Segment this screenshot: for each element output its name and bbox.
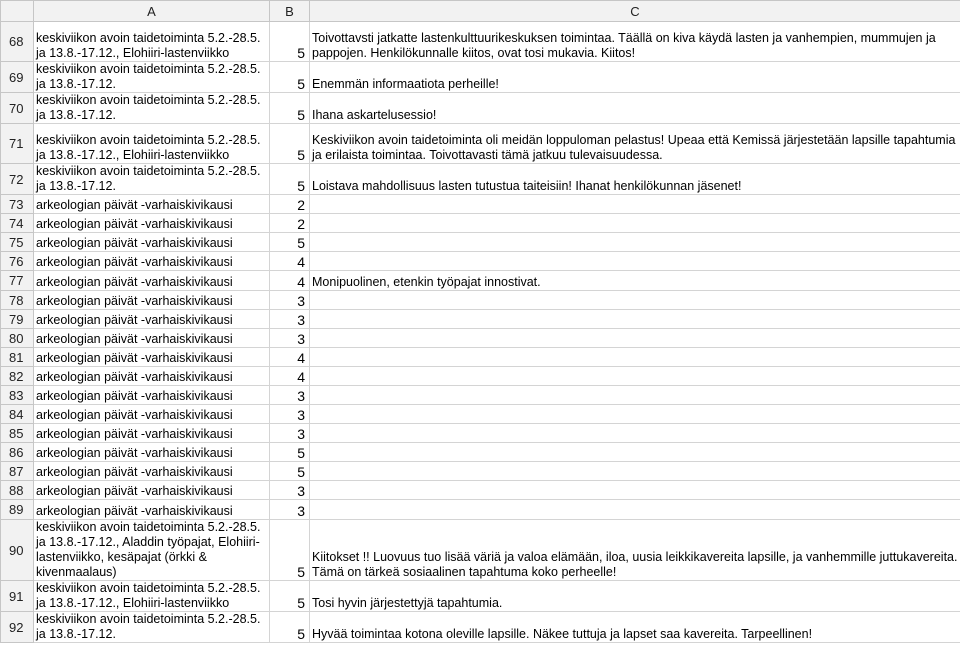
- select-all-corner[interactable]: [1, 1, 34, 22]
- cell-a[interactable]: keskiviikon avoin taidetoiminta 5.2.-28.5. ja 13.8.-17.12., Elohiiri-lastenviikko: [34, 124, 270, 164]
- table-row: [1, 348, 960, 367]
- table-row: [1, 329, 960, 348]
- cell-a[interactable]: arkeologian päivät -varhaiskivikausi: [34, 443, 270, 462]
- table-row: [1, 367, 960, 386]
- table-row: [1, 481, 960, 500]
- cell-b[interactable]: 5: [270, 164, 310, 195]
- cell-c[interactable]: [310, 233, 960, 252]
- cell-c[interactable]: [310, 462, 960, 481]
- table-row: [1, 443, 960, 462]
- cell-b[interactable]: 5: [270, 124, 310, 164]
- cell-b[interactable]: 5: [270, 233, 310, 252]
- row-header[interactable]: 82: [1, 367, 34, 386]
- cell-c[interactable]: [310, 386, 960, 405]
- cell-a[interactable]: arkeologian päivät -varhaiskivikausi: [34, 195, 270, 214]
- cell-c[interactable]: [310, 195, 960, 214]
- row-header[interactable]: 75: [1, 233, 34, 252]
- column-header-b[interactable]: B: [270, 1, 310, 22]
- cell-b[interactable]: 3: [270, 310, 310, 329]
- cell-c[interactable]: Monipuolinen, etenkin työpajat innostivat.: [310, 271, 960, 291]
- cell-a[interactable]: arkeologian päivät -varhaiskivikausi: [34, 271, 270, 291]
- cell-c[interactable]: Kiitokset !! Luovuus tuo lisää väriä ja valoa elämään, iloa, uusia leikkikavereita lapsille, ja vanhemmille juttukavereita. Tämä on tärkeä sosiaalinen tapahtuma koko perheelle!: [310, 520, 960, 581]
- cell-c[interactable]: [310, 291, 960, 310]
- table-row: [1, 22, 960, 62]
- cell-a[interactable]: arkeologian päivät -varhaiskivikausi: [34, 481, 270, 500]
- row-header[interactable]: 78: [1, 291, 34, 310]
- cell-a[interactable]: arkeologian päivät -varhaiskivikausi: [34, 500, 270, 520]
- table-row: [1, 252, 960, 271]
- column-header-c[interactable]: C: [310, 1, 960, 22]
- cell-b[interactable]: 3: [270, 424, 310, 443]
- cell-a[interactable]: arkeologian päivät -varhaiskivikausi: [34, 405, 270, 424]
- cell-a[interactable]: keskiviikon avoin taidetoiminta 5.2.-28.5. ja 13.8.-17.12., Elohiiri-lastenviikko: [34, 22, 270, 62]
- table-row: [1, 405, 960, 424]
- cell-b[interactable]: 5: [270, 462, 310, 481]
- cell-b[interactable]: 2: [270, 195, 310, 214]
- cell-b[interactable]: 4: [270, 367, 310, 386]
- cell-c[interactable]: [310, 252, 960, 271]
- cell-c[interactable]: [310, 348, 960, 367]
- cell-a[interactable]: arkeologian päivät -varhaiskivikausi: [34, 386, 270, 405]
- table-row: [1, 612, 960, 643]
- cell-a[interactable]: arkeologian päivät -varhaiskivikausi: [34, 462, 270, 481]
- cell-a[interactable]: arkeologian päivät -varhaiskivikausi: [34, 233, 270, 252]
- cell-b[interactable]: 5: [270, 62, 310, 93]
- row-header[interactable]: 70: [1, 93, 34, 124]
- row-header[interactable]: 83: [1, 386, 34, 405]
- table-row: [1, 93, 960, 124]
- cell-c[interactable]: Hyvää toimintaa kotona oleville lapsille. Näkee tuttuja ja lapset saa kavereita. Tarpeellinen!: [310, 612, 960, 643]
- cell-c[interactable]: [310, 481, 960, 500]
- table-row: [1, 271, 960, 291]
- row-header[interactable]: 84: [1, 405, 34, 424]
- table-row: [1, 386, 960, 405]
- row-header[interactable]: 86: [1, 443, 34, 462]
- cell-b[interactable]: 3: [270, 500, 310, 520]
- table-row: [1, 233, 960, 252]
- row-header[interactable]: 91: [1, 581, 34, 612]
- cell-b[interactable]: 4: [270, 348, 310, 367]
- row-header[interactable]: 81: [1, 348, 34, 367]
- table-row: [1, 500, 960, 520]
- table-row: [1, 291, 960, 310]
- cell-c[interactable]: Loistava mahdollisuus lasten tutustua taiteisiin! Ihanat henkilökunnan jäsenet!: [310, 164, 960, 195]
- cell-a[interactable]: keskiviikon avoin taidetoiminta 5.2.-28.5. ja 13.8.-17.12.: [34, 612, 270, 643]
- cell-a[interactable]: arkeologian päivät -varhaiskivikausi: [34, 252, 270, 271]
- cell-c[interactable]: [310, 443, 960, 462]
- row-header[interactable]: 87: [1, 462, 34, 481]
- cell-c[interactable]: Enemmän informaatiota perheille!: [310, 62, 960, 93]
- table-row: [1, 462, 960, 481]
- cell-a[interactable]: arkeologian päivät -varhaiskivikausi: [34, 367, 270, 386]
- table-row: [1, 424, 960, 443]
- row-header[interactable]: 80: [1, 329, 34, 348]
- cell-b[interactable]: 5: [270, 581, 310, 612]
- cell-a[interactable]: keskiviikon avoin taidetoiminta 5.2.-28.5. ja 13.8.-17.12., Elohiiri-lastenviikko: [34, 581, 270, 612]
- table-row: [1, 124, 960, 164]
- row-header[interactable]: 90: [1, 520, 34, 581]
- table-row: [1, 195, 960, 214]
- cell-a[interactable]: arkeologian päivät -varhaiskivikausi: [34, 214, 270, 233]
- row-header[interactable]: 74: [1, 214, 34, 233]
- cell-c[interactable]: [310, 405, 960, 424]
- cell-c[interactable]: Ihana askartelusessio!: [310, 93, 960, 124]
- cell-a[interactable]: arkeologian päivät -varhaiskivikausi: [34, 329, 270, 348]
- cell-c[interactable]: [310, 500, 960, 520]
- cell-c[interactable]: Keskiviikon avoin taidetoiminta oli meidän loppuloman pelastus! Upeaa että Kemissä järjestetään lapsille tapahtumia ja erilaista toimintaa. Toivottavasti tämä jatkuu tulevaisuudessa.: [310, 124, 960, 164]
- column-header-a[interactable]: A: [34, 1, 270, 22]
- cell-c[interactable]: [310, 214, 960, 233]
- cell-b[interactable]: 4: [270, 252, 310, 271]
- cell-a[interactable]: arkeologian päivät -varhaiskivikausi: [34, 424, 270, 443]
- cell-b[interactable]: 5: [270, 443, 310, 462]
- row-header[interactable]: 77: [1, 271, 34, 291]
- cell-b[interactable]: 5: [270, 520, 310, 581]
- cell-b[interactable]: 5: [270, 612, 310, 643]
- cell-b[interactable]: 4: [270, 271, 310, 291]
- row-header[interactable]: 73: [1, 195, 34, 214]
- cell-c[interactable]: [310, 310, 960, 329]
- table-row: [1, 62, 960, 93]
- cell-b[interactable]: 3: [270, 405, 310, 424]
- cell-a[interactable]: arkeologian päivät -varhaiskivikausi: [34, 310, 270, 329]
- cell-b[interactable]: 3: [270, 386, 310, 405]
- cell-a[interactable]: keskiviikon avoin taidetoiminta 5.2.-28.5. ja 13.8.-17.12.: [34, 93, 270, 124]
- cell-b[interactable]: 5: [270, 22, 310, 62]
- table-row: [1, 214, 960, 233]
- row-header[interactable]: 79: [1, 310, 34, 329]
- cell-b[interactable]: 2: [270, 214, 310, 233]
- cell-a[interactable]: arkeologian päivät -varhaiskivikausi: [34, 348, 270, 367]
- cell-b[interactable]: 3: [270, 481, 310, 500]
- row-header[interactable]: 85: [1, 424, 34, 443]
- cell-b[interactable]: 5: [270, 93, 310, 124]
- cell-b[interactable]: 3: [270, 291, 310, 310]
- row-header[interactable]: 92: [1, 612, 34, 643]
- row-header[interactable]: 88: [1, 481, 34, 500]
- table-row: [1, 520, 960, 581]
- table-row: [1, 164, 960, 195]
- row-header[interactable]: 89: [1, 500, 34, 520]
- cell-a[interactable]: keskiviikon avoin taidetoiminta 5.2.-28.5. ja 13.8.-17.12.: [34, 164, 270, 195]
- table-row: [1, 581, 960, 612]
- row-header[interactable]: 72: [1, 164, 34, 195]
- cell-c[interactable]: Tosi hyvin järjestettyjä tapahtumia.: [310, 581, 960, 612]
- row-header[interactable]: 68: [1, 22, 34, 62]
- cell-a[interactable]: keskiviikon avoin taidetoiminta 5.2.-28.5. ja 13.8.-17.12.: [34, 62, 270, 93]
- cell-b[interactable]: 3: [270, 329, 310, 348]
- row-header[interactable]: 71: [1, 124, 34, 164]
- cell-c[interactable]: [310, 329, 960, 348]
- table-row: [1, 310, 960, 329]
- grid-body: [1, 22, 960, 643]
- cell-a[interactable]: keskiviikon avoin taidetoiminta 5.2.-28.5. ja 13.8.-17.12., Aladdin työpajat, Elohiiri-lastenviikko, kesäpajat (örkki & kivenmaalaus): [34, 520, 270, 581]
- row-header[interactable]: 76: [1, 252, 34, 271]
- row-header[interactable]: 69: [1, 62, 34, 93]
- column-header-row: [1, 1, 960, 22]
- cell-c[interactable]: Toivottavsti jatkatte lastenkulttuurikeskuksen toimintaa. Täällä on kiva käydä lasten ja vanhempien, mummujen ja pappojen. Henkilökunnalle kiitos, ovat tosi mukavia. Kiitos!: [310, 22, 960, 62]
- cell-c[interactable]: [310, 367, 960, 386]
- cell-a[interactable]: arkeologian päivät -varhaiskivikausi: [34, 291, 270, 310]
- cell-c[interactable]: [310, 424, 960, 443]
